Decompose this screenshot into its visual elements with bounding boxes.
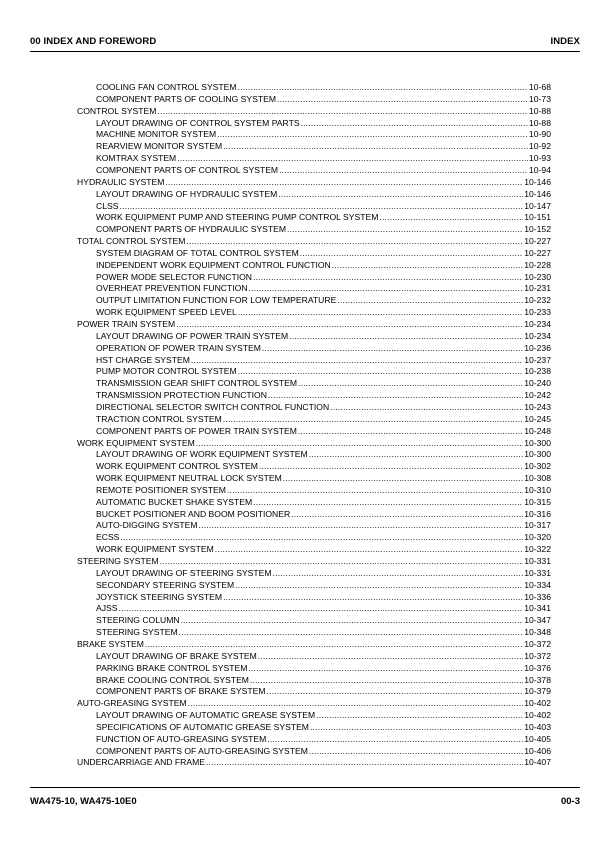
toc-entry-page: 10-320 — [524, 532, 551, 543]
model-number: WA475-10, WA475-10E0 — [30, 796, 137, 807]
dot-leader — [268, 389, 523, 401]
dot-leader — [253, 271, 523, 283]
toc-entry-title: INDEPENDENT WORK EQUIPMENT CONTROL FUNCTION — [96, 259, 331, 270]
toc-entry-title: BRAKE COOLING CONTROL SYSTEM — [96, 674, 249, 685]
toc-entry[interactable] — [96, 389, 551, 401]
toc-entry[interactable] — [96, 306, 551, 318]
toc-entry[interactable] — [96, 721, 551, 733]
toc-entry-page: 10-347 — [524, 615, 551, 626]
toc-entry-page: 10-405 — [524, 733, 551, 744]
toc-entry[interactable] — [96, 460, 551, 472]
dot-leader — [177, 152, 528, 164]
toc-entry-page: 10-315 — [524, 496, 551, 507]
toc-entry[interactable] — [77, 756, 551, 768]
footer-rule — [30, 787, 580, 788]
dot-leader — [223, 413, 524, 425]
dot-leader — [262, 342, 523, 354]
toc-entry-title: CONTROL SYSTEM — [77, 105, 157, 116]
dot-leader — [223, 140, 528, 152]
toc-entry[interactable] — [96, 330, 551, 342]
dot-leader — [332, 259, 523, 271]
toc-entry-title: OPERATION OF POWER TRAIN SYSTEM — [96, 342, 261, 353]
toc-entry[interactable] — [96, 342, 551, 354]
toc-entry[interactable] — [96, 484, 551, 496]
toc-entry[interactable] — [96, 413, 551, 425]
dot-leader — [249, 282, 524, 294]
toc-entry[interactable] — [96, 282, 551, 294]
toc-entry-page: 10-73 — [529, 93, 551, 104]
header-rule — [30, 51, 580, 52]
toc-entry-page: 10-372 — [524, 638, 551, 649]
dot-leader — [186, 235, 523, 247]
toc-entry-page: 10-379 — [524, 686, 551, 697]
toc-entry-page: 10-402 — [524, 698, 551, 709]
dot-leader — [206, 756, 523, 768]
toc-entry-page: 10-317 — [524, 520, 551, 531]
toc-entry-title: LAYOUT DRAWING OF POWER TRAIN SYSTEM — [96, 330, 289, 341]
toc-entry[interactable] — [96, 425, 551, 437]
dot-leader — [330, 401, 523, 413]
toc-entry-title: CLSS — [96, 200, 119, 211]
toc-entry-title: HYDRAULIC SYSTEM — [77, 176, 165, 187]
toc-entry-title: POWER TRAIN SYSTEM — [77, 319, 176, 329]
dot-leader — [179, 626, 524, 638]
toc-entry-page: 10-248 — [524, 425, 551, 436]
dot-leader — [253, 496, 523, 508]
toc-entry-page: 10-322 — [524, 544, 551, 555]
dot-leader — [301, 117, 528, 129]
dot-leader — [267, 685, 524, 697]
dot-leader — [199, 519, 524, 531]
dot-leader — [223, 591, 523, 603]
toc-entry[interactable] — [77, 697, 551, 709]
toc-entry-page: 10-372 — [524, 650, 551, 661]
dot-leader — [227, 484, 523, 496]
dot-leader — [289, 330, 523, 342]
toc-entry-page: 10-336 — [524, 591, 551, 602]
toc-entry[interactable] — [96, 543, 551, 555]
toc-entry[interactable] — [96, 271, 551, 283]
dot-leader — [298, 425, 523, 437]
toc-entry-title: STEERING SYSTEM — [77, 556, 159, 566]
toc-entry[interactable] — [96, 448, 551, 460]
toc-entry-title: TRANSMISSION GEAR SHIFT CONTROL SYSTEM — [96, 378, 298, 389]
toc-entry[interactable] — [96, 674, 551, 686]
toc-entry-title: WORK EQUIPMENT CONTROL SYSTEM — [96, 461, 258, 472]
toc-entry-page: 10-227 — [524, 236, 551, 247]
toc-entry-page: 10-334 — [524, 579, 551, 590]
toc-entry-page: 10-402 — [524, 710, 551, 721]
toc-entry[interactable] — [96, 472, 551, 484]
toc-entry-title: COMPONENT PARTS OF BRAKE SYSTEM — [96, 686, 266, 697]
toc-entry-title: STEERING COLUMN — [96, 615, 180, 626]
toc-entry-title: AUTOMATIC BUCKET SHAKE SYSTEM — [96, 496, 253, 507]
dot-leader — [300, 247, 523, 259]
toc-entry-page: 10-88 — [529, 117, 551, 128]
toc-entry-page: 10-90 — [529, 129, 551, 140]
toc-entry[interactable] — [96, 662, 551, 674]
toc-entry-title: FUNCTION OF AUTO-GREASING SYSTEM — [96, 733, 267, 744]
section-title: 00 INDEX AND FOREWORD — [30, 36, 157, 47]
toc-entry-title: COMPONENT PARTS OF HYDRAULIC SYSTEM — [96, 224, 287, 235]
toc-entry-page: 10-308 — [524, 473, 551, 484]
toc-entry-page: 10-228 — [524, 259, 551, 270]
toc-entry-title: WORK EQUIPMENT NEUTRAL LOCK SYSTEM — [96, 473, 282, 484]
toc-entry-title: BUCKET POSITIONER AND BOOM POSITIONER — [96, 508, 291, 519]
toc-entry-title: UNDERCARRIAGE AND FRAME — [77, 757, 205, 768]
toc-entry[interactable] — [96, 496, 551, 508]
toc-entry-title: WORK EQUIPMENT PUMP AND STEERING PUMP CONTROL SYSTEM — [96, 212, 379, 223]
toc-entry-page: 10-403 — [524, 721, 551, 732]
toc-entry[interactable] — [96, 81, 551, 93]
toc-entry-title: COMPONENT PARTS OF CONTROL SYSTEM — [96, 164, 279, 175]
toc-entry-page: 10-146 — [524, 176, 551, 187]
toc-entry-page: 10-232 — [524, 295, 551, 306]
toc-entry-title: PARKING BRAKE CONTROL SYSTEM — [96, 662, 248, 673]
toc-entry-title: REARVIEW MONITOR SYSTEM — [96, 141, 223, 152]
toc-entry[interactable] — [96, 200, 551, 212]
toc-entry-page: 10-234 — [524, 330, 551, 341]
toc-entry-title: SECONDARY STEERING SYSTEM — [96, 579, 235, 590]
dot-leader — [259, 460, 523, 472]
toc-entry[interactable] — [77, 235, 551, 247]
dot-leader — [181, 614, 524, 626]
dot-leader — [379, 211, 523, 223]
dot-leader — [238, 81, 528, 93]
toc-entry-title: LAYOUT DRAWING OF WORK EQUIPMENT SYSTEM — [96, 449, 308, 460]
dot-leader — [120, 531, 523, 543]
dot-leader — [287, 223, 523, 235]
dot-leader — [283, 472, 523, 484]
dot-leader — [316, 709, 523, 721]
dot-leader — [337, 294, 523, 306]
toc-entry-title: LAYOUT DRAWING OF BRAKE SYSTEM — [96, 650, 257, 661]
toc-entry[interactable] — [96, 128, 551, 140]
dot-leader — [165, 176, 523, 188]
toc-entry[interactable] — [96, 354, 551, 366]
toc-entry-page: 10-310 — [524, 484, 551, 495]
toc-entry-title: COMPONENT PARTS OF AUTO-GREASING SYSTEM — [96, 745, 308, 756]
toc-entry[interactable] — [77, 555, 551, 567]
toc-entry[interactable] — [96, 188, 551, 200]
dot-leader — [258, 650, 523, 662]
dot-leader — [196, 437, 523, 449]
toc-entry[interactable] — [96, 685, 551, 697]
toc-entry-page: 10-331 — [524, 556, 551, 566]
toc-entry-title: COMPONENT PARTS OF COOLING SYSTEM — [96, 93, 277, 104]
toc-entry-page: 10-376 — [524, 662, 551, 673]
toc-entry[interactable] — [96, 650, 551, 662]
toc-entry[interactable] — [96, 602, 551, 614]
toc-entry-page: 10-93 — [529, 153, 551, 164]
toc-entry-title: MACHINE MONITOR SYSTEM — [96, 129, 217, 140]
page-header — [30, 36, 580, 47]
toc-entry[interactable] — [96, 365, 551, 377]
toc-entry-title: TRANSMISSION PROTECTION FUNCTION — [96, 390, 267, 401]
toc-entry-title: JOYSTICK STEERING SYSTEM — [96, 591, 223, 602]
toc-entry-title: SYSTEM DIAGRAM OF TOTAL CONTROL SYSTEM — [96, 247, 299, 258]
toc-entry-title: STEERING SYSTEM — [96, 627, 178, 638]
toc-entry[interactable] — [96, 531, 551, 543]
toc-entry-title: AJSS — [96, 603, 118, 614]
page-number: 00-3 — [560, 796, 580, 807]
toc-entry-title: LAYOUT DRAWING OF STEERING SYSTEM — [96, 567, 272, 578]
dot-leader — [235, 579, 523, 591]
toc-entry-title: BRAKE SYSTEM — [77, 638, 144, 649]
toc-entry-title: COMPONENT PARTS OF POWER TRAIN SYSTEM — [96, 425, 297, 436]
toc-entry[interactable] — [96, 579, 551, 591]
toc-entry[interactable] — [77, 105, 551, 117]
toc-entry-page: 10-242 — [524, 390, 551, 401]
toc-entry-page: 10-407 — [524, 757, 551, 768]
toc-entry[interactable] — [96, 211, 551, 223]
toc-entry[interactable] — [96, 247, 551, 259]
toc-entry[interactable] — [96, 591, 551, 603]
toc-entry-page: 10-68 — [529, 82, 551, 92]
toc-entry-title: OUTPUT LIMITATION FUNCTION FOR LOW TEMPERATURE — [96, 295, 337, 306]
toc-entry-page: 10-88 — [529, 105, 551, 116]
dot-leader — [273, 567, 524, 579]
toc-entry-page: 10-94 — [529, 164, 551, 175]
toc-entry-page: 10-316 — [524, 508, 551, 519]
toc-entry[interactable] — [96, 259, 551, 271]
dot-leader — [188, 697, 524, 709]
toc-entry-page: 10-406 — [524, 745, 551, 756]
toc-entry[interactable] — [96, 93, 551, 105]
toc-entry-page: 10-237 — [524, 354, 551, 365]
toc-entry-page: 10-240 — [524, 378, 551, 389]
toc-entry-page: 10-302 — [524, 461, 551, 472]
toc-entry-title: OVERHEAT PREVENTION FUNCTION — [96, 283, 248, 294]
toc-entry-title: WORK EQUIPMENT SPEED LEVEL — [96, 307, 237, 318]
toc-entry-title: POWER MODE SELECTOR FUNCTION — [96, 271, 252, 282]
dot-leader — [278, 188, 523, 200]
toc-entry[interactable] — [96, 152, 551, 164]
dot-leader — [277, 93, 528, 105]
toc-entry-page: 10-230 — [524, 271, 551, 282]
toc-entry-title: ECSS — [96, 532, 120, 543]
toc-entry-page: 10-152 — [524, 224, 551, 235]
dot-leader — [157, 105, 528, 117]
toc-entry[interactable] — [96, 508, 551, 520]
toc-entry[interactable] — [96, 294, 551, 306]
toc-entry-page: 10-147 — [524, 200, 551, 211]
dot-leader — [119, 602, 524, 614]
toc-entry-title: PUMP MOTOR CONTROL SYSTEM — [96, 366, 237, 377]
page-footer — [30, 796, 580, 807]
dot-leader — [238, 365, 524, 377]
toc-entry-page: 10-341 — [524, 603, 551, 614]
toc-entry[interactable] — [77, 437, 551, 449]
dot-leader — [215, 543, 523, 555]
dot-leader — [119, 200, 523, 212]
toc-entry[interactable] — [96, 401, 551, 413]
toc-entry[interactable] — [96, 519, 551, 531]
dot-leader — [310, 721, 523, 733]
toc-entry[interactable] — [96, 117, 551, 129]
toc-entry-page: 10-233 — [524, 307, 551, 318]
dot-leader — [217, 128, 528, 140]
dot-leader — [250, 674, 523, 686]
toc-entry[interactable] — [96, 614, 551, 626]
toc-entry-page: 10-146 — [524, 188, 551, 199]
toc-entry-title: DIRECTIONAL SELECTOR SWITCH CONTROL FUNCTION — [96, 401, 330, 412]
toc-entry-page: 10-243 — [524, 401, 551, 412]
toc-entry-page: 10-238 — [524, 366, 551, 377]
toc-entry-title: WORK EQUIPMENT SYSTEM — [96, 544, 214, 555]
toc-entry-page: 10-92 — [529, 141, 551, 152]
toc-entry-page: 10-231 — [524, 283, 551, 294]
toc-entry[interactable] — [96, 745, 551, 757]
dot-leader — [267, 733, 523, 745]
toc-entry[interactable] — [96, 223, 551, 235]
toc-entry[interactable] — [96, 377, 551, 389]
dot-leader — [238, 306, 524, 318]
toc-entry-page: 10-227 — [524, 247, 551, 258]
toc-entry-page: 10-300 — [524, 437, 551, 448]
toc-entry-title: AUTO-GREASING SYSTEM — [77, 698, 187, 709]
toc-entry[interactable] — [96, 567, 551, 579]
toc-entry-page: 10-348 — [524, 627, 551, 638]
toc-entry-title: WORK EQUIPMENT SYSTEM — [77, 437, 195, 448]
toc-entry-title: LAYOUT DRAWING OF AUTOMATIC GREASE SYSTEM — [96, 710, 316, 721]
dot-leader — [279, 164, 528, 176]
toc-entry[interactable] — [77, 638, 551, 650]
toc-entry-page: 10-300 — [524, 449, 551, 460]
toc-entry[interactable] — [96, 733, 551, 745]
toc-entry-title: KOMTRAX SYSTEM — [96, 153, 177, 164]
toc-entry-title: COOLING FAN CONTROL SYSTEM — [96, 82, 237, 92]
toc-entry-title: LAYOUT DRAWING OF HYDRAULIC SYSTEM — [96, 188, 278, 199]
dot-leader — [298, 377, 523, 389]
toc-entry[interactable] — [96, 140, 551, 152]
toc-entry-page: 10-151 — [524, 212, 551, 223]
dot-leader — [176, 318, 523, 330]
toc-entry-page: 10-236 — [524, 342, 551, 353]
toc-entry-title: TRACTION CONTROL SYSTEM — [96, 413, 222, 424]
toc-entry-title: LAYOUT DRAWING OF CONTROL SYSTEM PARTS — [96, 117, 300, 128]
toc-entry-page: 10-245 — [524, 413, 551, 424]
toc-entry-title: REMOTE POSITIONER SYSTEM — [96, 484, 226, 495]
toc-entry-page: 10-378 — [524, 674, 551, 685]
toc-entry[interactable] — [96, 709, 551, 721]
header-index-label: INDEX — [550, 36, 580, 47]
dot-leader — [191, 354, 523, 366]
dot-leader — [291, 508, 523, 520]
toc-entry-title: SPECIFICATIONS OF AUTOMATIC GREASE SYSTEM — [96, 721, 309, 732]
dot-leader — [309, 448, 524, 460]
toc-entry-title: AUTO-DIGGING SYSTEM — [96, 520, 198, 531]
toc-entry-title: HST CHARGE SYSTEM — [96, 354, 190, 365]
toc-entry[interactable] — [77, 176, 551, 188]
dot-leader — [145, 638, 523, 650]
dot-leader — [248, 662, 523, 674]
dot-leader — [309, 745, 523, 757]
toc-entry-page: 10-234 — [524, 319, 551, 329]
dot-leader — [160, 555, 524, 567]
toc-entry[interactable] — [96, 626, 551, 638]
toc-entry-page: 10-331 — [524, 567, 551, 578]
toc-entry-title: TOTAL CONTROL SYSTEM — [77, 236, 186, 247]
toc-entry[interactable] — [96, 164, 551, 176]
toc-entry[interactable] — [77, 318, 551, 330]
